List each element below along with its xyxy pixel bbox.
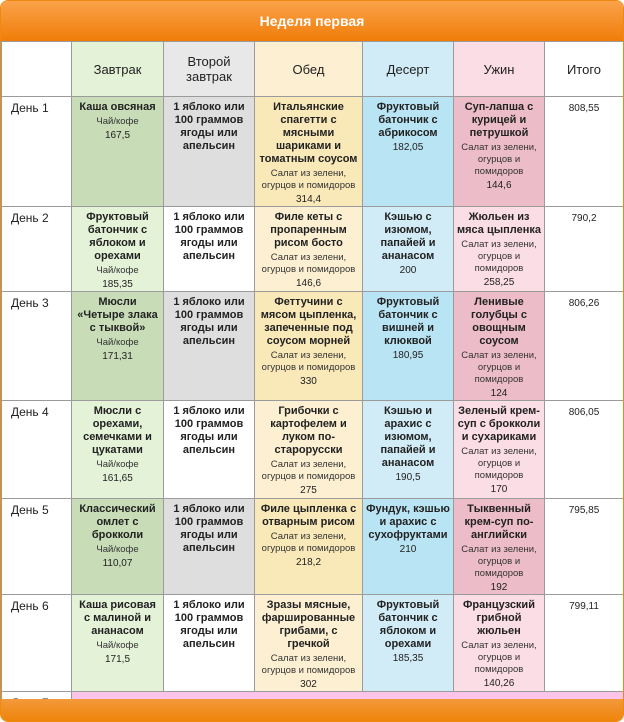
- header-empty-cell: [2, 42, 72, 97]
- calories: 171,31: [102, 351, 133, 362]
- dish-name: 1 яблоко или 100 граммов ягоды или апельсин: [173, 296, 245, 347]
- table-row: [2, 499, 624, 595]
- calories: 110,07: [102, 558, 133, 569]
- meal-cell-lunch: [255, 97, 363, 207]
- day-total-calories: 806,26: [545, 292, 624, 401]
- side-dish: Чай/кофе: [96, 544, 139, 555]
- calories: 258,25: [483, 277, 515, 288]
- meal-cell-dessert: [363, 292, 454, 401]
- day-total-calories: 790,2: [545, 207, 624, 292]
- meal-cell-second-breakfast: [164, 207, 255, 292]
- side-dish: Чай/кофе: [96, 640, 139, 651]
- calories: 210: [399, 544, 417, 555]
- calories: 185,35: [102, 279, 133, 290]
- day-label: День 2: [2, 207, 72, 292]
- dish-name: Фруктовый батончик с яблоком и орехами: [376, 599, 440, 650]
- meal-cell-dinner: [454, 401, 545, 499]
- side-dish: Салат из зелени, огурцов и помидоров: [261, 531, 356, 554]
- dish-name: Суп-лапша с курицей и петрушкой: [464, 101, 534, 139]
- meal-cell-breakfast: [72, 292, 164, 401]
- dish-name: Мюсли «Четыре злака с тыквой»: [77, 296, 158, 334]
- side-dish: Салат из зелени, огурцов и помидоров: [261, 653, 356, 676]
- dish-name: Филе кеты с пропаренным рисом босто: [270, 211, 347, 249]
- meal-cell-lunch: [255, 401, 363, 499]
- calories: 167,5: [104, 130, 131, 141]
- dish-name: Феттучини с мясом цыпленка, запеченные под соусом морней: [260, 296, 357, 347]
- side-dish: Салат из зелени, огурцов и помидоров: [261, 252, 356, 275]
- dish-name: 1 яблоко или 100 граммов ягоды или апельсин: [173, 211, 245, 262]
- bottom-bar: [1, 699, 623, 721]
- header-total: Итого: [545, 42, 624, 97]
- side-dish: Салат из зелени, огурцов и помидоров: [461, 544, 537, 579]
- day-label: День 1: [2, 97, 72, 207]
- calories: 140,26: [483, 678, 515, 689]
- dish-name: Зеленый крем-суп с брокколи и сухариками: [457, 405, 541, 443]
- meal-cell-lunch: [255, 595, 363, 692]
- day-label: День 4: [2, 401, 72, 499]
- day-total-calories: 799,11: [545, 595, 624, 692]
- meal-cell-lunch: [255, 292, 363, 401]
- calories: 302: [300, 679, 317, 690]
- header-row: [2, 42, 624, 97]
- meal-cell-lunch: [255, 499, 363, 595]
- meal-cell-dessert: [363, 401, 454, 499]
- calories: 218,2: [295, 557, 322, 568]
- day-label: День 5: [2, 499, 72, 595]
- day-label: День 3: [2, 292, 72, 401]
- side-dish: Салат из зелени, огурцов и помидоров: [261, 459, 356, 482]
- dish-name: Классический омлет с брокколи: [79, 503, 156, 541]
- header-lunch: Обед: [255, 42, 363, 97]
- calories: 171,5: [104, 654, 131, 665]
- meal-cell-dessert: [363, 595, 454, 692]
- dish-name: Фруктовый батончик с абрикосом: [376, 101, 440, 139]
- meal-plan-table: [1, 41, 624, 722]
- dish-name: Зразы мясные, фаршированные грибами, с гречкой: [261, 599, 356, 650]
- dish-name: Кэшью и арахис с изюмом, папайей и ананасом: [380, 405, 436, 469]
- meal-cell-dessert: [363, 97, 454, 207]
- calories: 182,05: [392, 142, 424, 153]
- page-title: Неделя первая: [1, 1, 623, 41]
- calories: 330: [300, 376, 317, 387]
- calories: 192: [490, 582, 508, 593]
- dish-name: Фруктовый батончик с вишней и клюквой: [376, 296, 440, 347]
- meal-cell-dinner: [454, 207, 545, 292]
- table-row: [2, 595, 624, 692]
- calories: 185,35: [392, 653, 424, 664]
- header-dinner: Ужин: [454, 42, 545, 97]
- side-dish: Чай/кофе: [96, 265, 139, 276]
- side-dish: Салат из зелени, огурцов и помидоров: [461, 350, 537, 385]
- calories: 314,4: [295, 194, 322, 205]
- side-dish: Салат из зелени, огурцов и помидоров: [261, 168, 356, 191]
- calories: 170: [490, 484, 508, 495]
- calories: 275: [300, 485, 317, 496]
- dish-name: Фундук, кэшью и арахис с сухофруктами: [366, 503, 450, 541]
- meal-cell-second-breakfast: [164, 97, 255, 207]
- meal-cell-dinner: [454, 97, 545, 207]
- dish-name: Каша рисовая с малиной и ананасом: [79, 599, 156, 637]
- meal-cell-breakfast: [72, 499, 164, 595]
- meal-cell-second-breakfast: [164, 401, 255, 499]
- dish-name: 1 яблоко или 100 граммов ягоды или апельсин: [173, 405, 245, 456]
- calories: 190,5: [395, 472, 421, 483]
- calories: 124: [490, 388, 508, 399]
- day-total-calories: 806,05: [545, 401, 624, 499]
- meal-cell-second-breakfast: [164, 499, 255, 595]
- side-dish: Салат из зелени, огурцов и помидоров: [461, 239, 537, 274]
- dish-name: Ленивые голубцы с овощным соусом: [471, 296, 527, 347]
- dish-name: Филе цыпленка с отварным рисом: [260, 503, 357, 528]
- calories: 144,6: [486, 180, 512, 191]
- dish-name: Грибочки с картофелем и луком по-старорусски: [270, 405, 347, 456]
- side-dish: Салат из зелени, огурцов и помидоров: [461, 446, 537, 481]
- calories: 146,6: [295, 278, 322, 289]
- table-row: [2, 207, 624, 292]
- side-dish: Чай/кофе: [96, 459, 139, 470]
- dish-name: Жюльен из мяса цыпленка: [457, 211, 542, 236]
- dish-name: Каша овсяная: [79, 101, 156, 113]
- side-dish: Салат из зелени, огурцов и помидоров: [461, 640, 537, 675]
- meal-cell-breakfast: [72, 595, 164, 692]
- dish-name: Фруктовый батончик с яблоком и орехами: [86, 211, 149, 262]
- meal-cell-lunch: [255, 207, 363, 292]
- side-dish: Чай/кофе: [96, 337, 139, 348]
- side-dish: Салат из зелени, огурцов и помидоров: [261, 350, 356, 373]
- header-dessert: Десерт: [363, 42, 454, 97]
- dish-name: 1 яблоко или 100 граммов ягоды или апельсин: [173, 503, 245, 554]
- table-row: [2, 401, 624, 499]
- calories: 180,95: [392, 350, 424, 361]
- side-dish: Салат из зелени, огурцов и помидоров: [461, 142, 537, 177]
- meal-cell-dessert: [363, 499, 454, 595]
- dish-name: 1 яблоко или 100 граммов ягоды или апельсин: [173, 599, 245, 650]
- calories: 200: [399, 265, 417, 276]
- meal-cell-dinner: [454, 292, 545, 401]
- day-label: День 6: [2, 595, 72, 692]
- day-total-calories: 808,55: [545, 97, 624, 207]
- dish-name: Тыквенный крем-суп по-английски: [464, 503, 534, 541]
- dish-name: Кэшью с изюмом, папайей и ананасом: [380, 211, 436, 262]
- table-row: [2, 97, 624, 207]
- dish-name: 1 яблоко или 100 граммов ягоды или апельсин: [173, 101, 245, 152]
- day-total-calories: 795,85: [545, 499, 624, 595]
- meal-cell-second-breakfast: [164, 595, 255, 692]
- dish-name: Французский грибной жюльен: [463, 599, 535, 637]
- meal-cell-dessert: [363, 207, 454, 292]
- meal-cell-breakfast: [72, 401, 164, 499]
- dish-name: Мюсли с орехами, семечками и цукатами: [83, 405, 152, 456]
- meal-cell-dinner: [454, 499, 545, 595]
- dish-name: Итальянские спагетти с мясными шариками и томатным соусом: [259, 101, 358, 165]
- header-second-breakfast: Второй завтрак: [164, 42, 255, 97]
- meal-cell-breakfast: [72, 207, 164, 292]
- calories: 161,65: [102, 473, 133, 484]
- table-row: [2, 292, 624, 401]
- meal-cell-breakfast: [72, 97, 164, 207]
- meal-cell-dinner: [454, 595, 545, 692]
- meal-cell-second-breakfast: [164, 292, 255, 401]
- header-breakfast: Завтрак: [72, 42, 164, 97]
- side-dish: Чай/кофе: [96, 116, 139, 127]
